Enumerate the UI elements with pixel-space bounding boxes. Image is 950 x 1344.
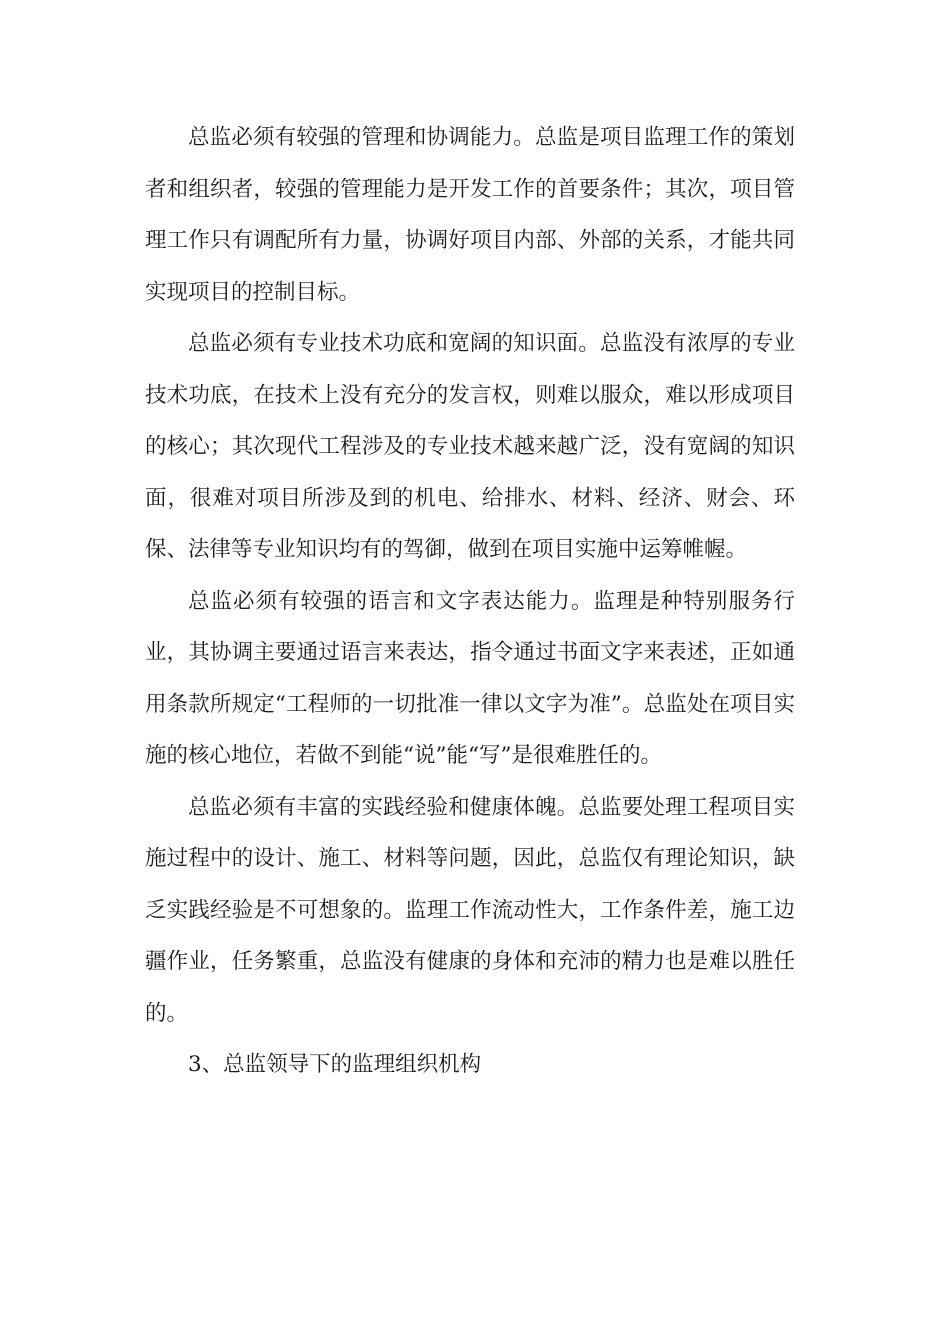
paragraph-expression-ability: 总监必须有较强的语言和文字表达能力。监理是种特别服务行业，其协调主要通过语言来表达，指令通过书面文字来表述，正如通用条款所规定“工程师的一切批准一律以文字为准”。总监处在项目实施的核心地位，若做不到能“说”能“写”是很难胜任的。	[145, 588, 795, 768]
section-heading-organization: 3、总监领导下的监理组织机构	[188, 1052, 482, 1077]
paragraph-technical-knowledge: 总监必须有专业技术功底和宽阔的知识面。总监没有浓厚的专业技术功底，在技术上没有充分的发言权，则难以服众，难以形成项目的核心；其次现代工程涉及的专业技术越来越广泛，没有宽阔的知识面，很难对项目所涉及到的机电、给排水、材料、经济、财会、环保、法律等专业知识均有的驾御，做到在项目实施中运筹帷幄。	[145, 331, 795, 562]
paragraph-management-ability: 总监必须有较强的管理和协调能力。总监是项目监理工作的策划者和组织者，较强的管理能力是开发工作的首要条件；其次，项目管理工作只有调配所有力量，协调好项目内部、外部的关系，才能共同实现项目的控制目标。	[145, 125, 795, 305]
paragraph-experience-health: 总监必须有丰富的实践经验和健康体魄。总监要处理工程项目实施过程中的设计、施工、材料等问题，因此，总监仅有理论知识，缺乏实践经验是不可想象的。监理工作流动性大，工作条件差，施工边疆作业，任务繁重，总监没有健康的身体和充沛的精力也是难以胜任的。	[145, 794, 795, 1026]
document-body	[145, 112, 795, 1091]
